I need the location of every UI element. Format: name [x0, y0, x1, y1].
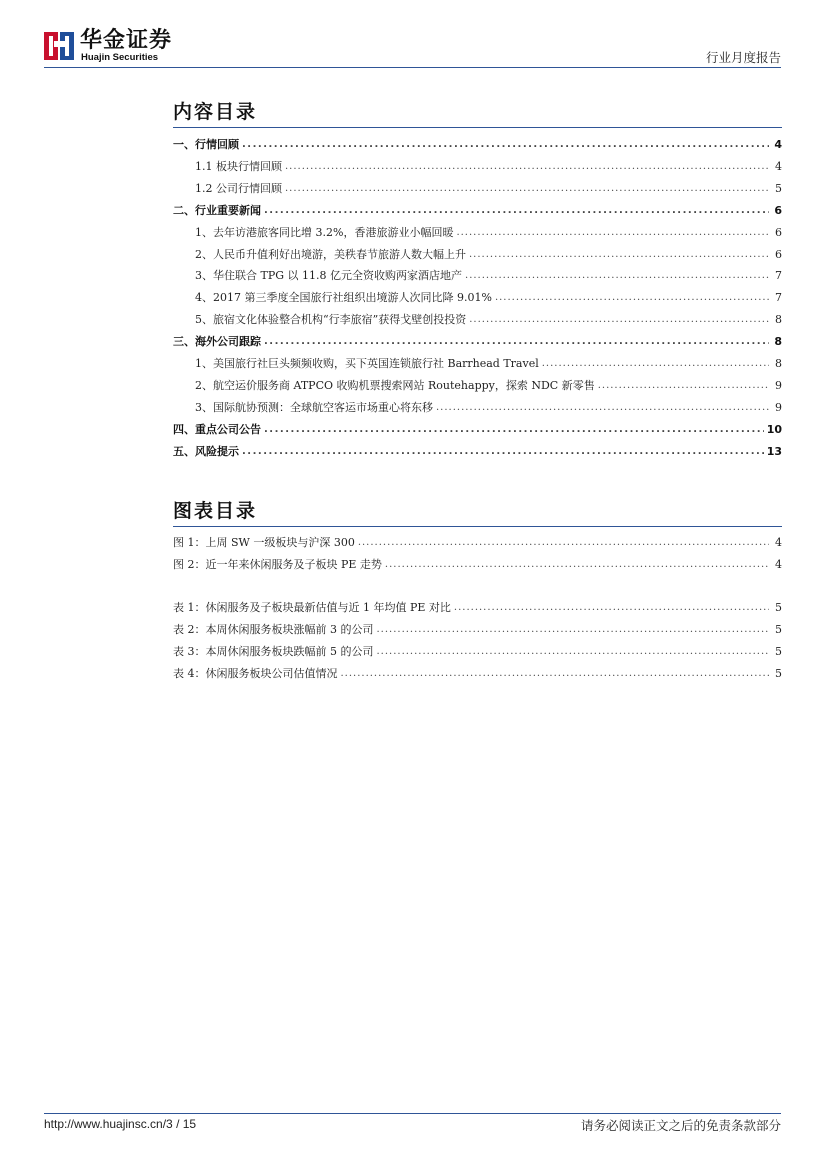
toc-entry[interactable]	[195, 159, 782, 175]
dot-leader	[454, 600, 769, 616]
toc-entry-title: 表 3：本周休闲服务板块跌幅前 5 的公司	[173, 645, 374, 658]
toc-entry-title: 1、去年访港旅客同比增 3.2%，香港旅游业小幅回暖	[195, 225, 454, 239]
toc-entry[interactable]	[173, 535, 782, 551]
dot-leader	[358, 535, 769, 551]
dot-leader	[242, 444, 764, 460]
toc-entry-title: 二、行业重要新闻	[173, 203, 261, 217]
figures-title-divider	[173, 526, 782, 527]
footer-disclaimer: 请务必阅读正文之后的免责条款部分	[580, 1118, 781, 1133]
toc-entry-page: 5	[775, 667, 782, 680]
toc-entry[interactable]	[173, 557, 782, 573]
toc-entry-title: 1、美国旅行社巨头频频收购，买下英国连锁旅行社 Barrhead Travel	[195, 357, 539, 370]
toc-entry[interactable]	[173, 644, 782, 660]
toc-entry[interactable]	[195, 356, 782, 372]
dot-leader	[598, 378, 769, 394]
toc-entry-title: 一、行情回顾	[173, 138, 239, 151]
toc-entry-page: 4	[775, 536, 782, 549]
dot-leader	[385, 557, 769, 573]
toc-entry[interactable]	[195, 312, 782, 328]
toc-entry-title: 表 1：休闲服务及子板块最新估值与近 1 年均值 PE 对比	[173, 601, 451, 614]
toc-entry-page: 5	[775, 623, 782, 636]
toc-entry-title: 三、海外公司跟踪	[173, 335, 261, 349]
dot-leader	[469, 312, 769, 328]
toc-entry-title: 2、航空运价服务商 ATPCO 收购机票搜索网站 Routehappy，探索 NDC 新零售	[195, 378, 595, 392]
dot-leader	[456, 225, 769, 241]
toc-entry-page: 7	[775, 291, 782, 305]
toc-entry-page: 6	[774, 203, 782, 217]
toc-entry[interactable]	[195, 247, 782, 263]
toc-entry-title: 图 1：上周 SW 一级板块与沪深 300	[173, 536, 355, 549]
dot-leader	[264, 422, 764, 438]
company-name-cn: 华金证券	[80, 28, 173, 53]
company-name-en: Huajin Securities	[81, 52, 159, 63]
dot-leader	[495, 290, 769, 306]
toc-entry-page: 9	[775, 400, 782, 414]
toc-entry-page: 9	[775, 378, 782, 392]
dot-leader	[377, 622, 770, 638]
toc-entry-title: 4、2017 第三季度全国旅行社组织出境游人次同比降 9.01%	[195, 291, 492, 305]
header-divider	[44, 67, 781, 68]
toc-entry[interactable]	[173, 666, 782, 682]
toc-entry-title: 1.1 板块行情回顾	[195, 159, 282, 173]
toc-entry-title: 2、人民币升值利好出境游，美秩春节旅游人数大幅上升	[195, 247, 466, 261]
toc-title: 内容目录	[173, 101, 258, 123]
dot-leader	[465, 268, 769, 284]
toc-entry-page: 6	[775, 247, 782, 261]
figures-title: 图表目录	[173, 500, 258, 522]
toc-entry-title: 五、风险提示	[173, 444, 239, 458]
toc-entry-title: 四、重点公司公告	[173, 422, 261, 436]
dot-leader	[285, 159, 769, 175]
dot-leader	[242, 137, 769, 153]
toc-entry[interactable]	[195, 268, 782, 284]
toc-entry[interactable]	[195, 378, 782, 394]
dot-leader	[264, 334, 769, 350]
toc-entry[interactable]	[195, 181, 782, 197]
toc-entry-page: 6	[775, 225, 782, 239]
dot-leader	[264, 203, 769, 219]
toc-entry[interactable]	[173, 422, 782, 438]
dot-leader	[436, 400, 769, 416]
toc-entry[interactable]	[173, 203, 782, 219]
toc-entry-page: 10	[766, 422, 782, 436]
huajin-logo-icon	[44, 29, 76, 63]
toc-entry-page: 8	[775, 313, 782, 327]
toc-entry[interactable]	[195, 290, 782, 306]
dot-leader	[285, 181, 769, 197]
toc-entry-page: 13	[766, 444, 782, 458]
footer-divider	[44, 1113, 781, 1114]
toc-entry-page: 7	[775, 269, 782, 283]
report-type: 行业月度报告	[705, 50, 781, 65]
page-header	[44, 26, 781, 68]
toc-title-divider	[173, 127, 782, 128]
toc-entry-page: 4	[775, 558, 782, 571]
toc-entry-title: 表 4：休闲服务板块公司估值情况	[173, 667, 338, 680]
dot-leader	[341, 666, 770, 682]
toc-entry-title: 3、华住联合 TPG 以 11.8 亿元全资收购两家酒店地产	[195, 269, 463, 283]
toc-entry-page: 8	[774, 335, 782, 349]
dot-leader	[377, 644, 770, 660]
toc-entry-title: 1.2 公司行情回顾	[195, 181, 282, 195]
toc-entry[interactable]	[173, 137, 782, 153]
toc-entry[interactable]	[173, 334, 782, 350]
dot-leader	[542, 356, 769, 372]
dot-leader	[469, 247, 769, 263]
toc-entry[interactable]	[173, 622, 782, 638]
toc-entry-page: 4	[774, 138, 782, 151]
toc-entry[interactable]	[173, 444, 782, 460]
toc-entry-title: 3、国际航协预测：全球航空客运市场重心将东移	[195, 400, 433, 414]
toc-entry[interactable]	[195, 225, 782, 241]
toc-entry[interactable]	[195, 400, 782, 416]
toc-entry-title: 表 2：本周休闲服务板块涨幅前 3 的公司	[173, 623, 374, 636]
toc-entry-title: 5、旅宿文化体验整合机构“行李旅宿”获得戈壁创投投资	[195, 313, 467, 327]
toc-entry-page: 5	[775, 181, 782, 195]
toc-entry-page: 4	[775, 159, 782, 173]
toc-entry-page: 8	[775, 357, 782, 370]
footer-url-page[interactable]: http://www.huajinsc.cn/3 / 15	[44, 1117, 197, 1131]
toc-entry-title: 图 2：近一年来休闲服务及子板块 PE 走势	[173, 558, 382, 571]
toc-entry[interactable]	[173, 600, 782, 616]
toc-entry-page: 5	[775, 601, 782, 614]
toc-entry-page: 5	[775, 645, 782, 658]
